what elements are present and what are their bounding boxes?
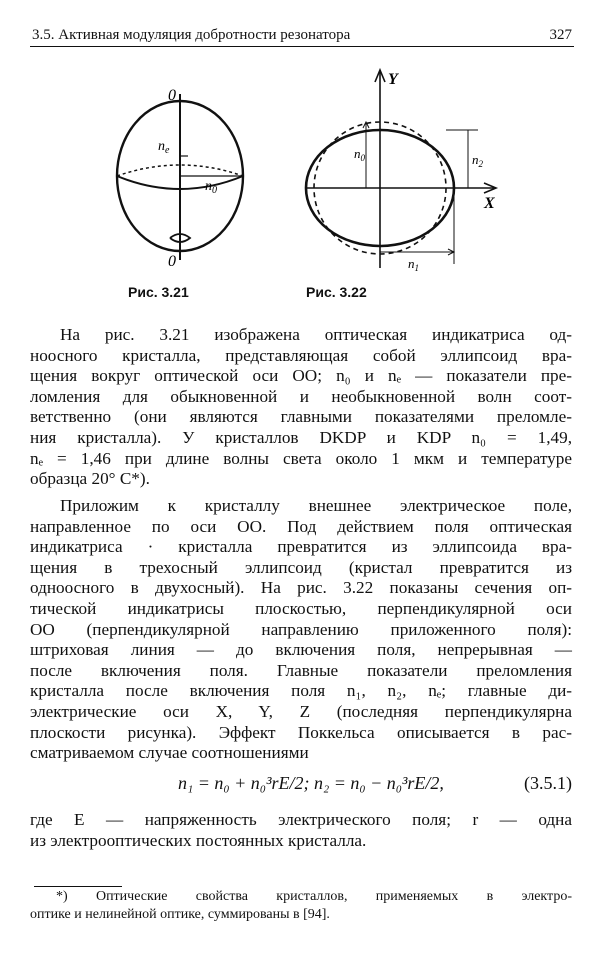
paragraph-2: [30, 496, 572, 764]
y-label: Y: [388, 71, 398, 88]
footnote-line: *) Оптические свойства кристаллов, применяемых в электро-: [56, 889, 572, 904]
header-rule: [30, 46, 574, 47]
text-line: ломления для обыкновенной и необыкновенной волн соот-: [30, 386, 572, 406]
text-line: одноосного в двухосный). На рис. 3.22 показаны сечения оп-: [30, 578, 572, 598]
ne-label: $n_e$: [158, 139, 170, 156]
n2-label: $n_2$: [472, 152, 483, 169]
text-line: тической индикатрисы плоскостью, перпендикулярной оси: [30, 598, 572, 618]
axis-label-bottom: 0: [168, 253, 176, 270]
text-line: ветственно (они являются главными показателями преломле-: [30, 407, 572, 427]
footnote-rule: [34, 886, 122, 887]
text-line: nₑ = 1,46 при длине волны света около 1 мкм и температуре: [30, 448, 572, 468]
equation-number: (3.5.1): [524, 773, 572, 793]
text-line: На рис. 3.21 изображена оптическая индикатриса од-: [60, 325, 572, 344]
page-number: 327: [549, 27, 572, 43]
figure-3-22-caption: Рис. 3.22: [306, 284, 367, 300]
no-label: $n_0$: [205, 179, 217, 196]
equation-3-5-1: [30, 773, 572, 799]
text-line: образца 20° C*).: [30, 469, 150, 489]
text-line: щения в трехосный эллипсоид (кристал превратится из: [30, 557, 572, 577]
paragraph-1: [30, 325, 572, 490]
equation-formula: n₁ = n₀ + n₀³rE/2; n₂ = n₀ − n₀³rE/2,: [178, 773, 444, 793]
footnote: [30, 888, 572, 924]
footnote-line: оптике и нелинейной оптике, суммированы в [94].: [30, 907, 330, 922]
running-header: [32, 18, 572, 44]
figure-3-21-caption: Рис. 3.21: [128, 284, 189, 300]
text-line: Приложим к кристаллу внешнее электрическое поле,: [60, 496, 572, 515]
text-line: OO (перпендикулярной направлению приложенного поля):: [30, 619, 572, 639]
text-line: после включения поля. Главные показатели преломления: [30, 660, 572, 680]
section-title: 3.5. Активная модуляция добротности резонатора: [32, 27, 351, 43]
text-line: где E — напряженность электрического поля; r — одна: [30, 810, 572, 829]
text-line: ноосного кристалла, представляющая собой эллипсоид вра-: [30, 345, 572, 365]
n0-label: $n_0$: [354, 146, 365, 163]
axis-label-top: 0: [168, 87, 176, 104]
paragraph-3: [30, 810, 572, 851]
text-line: штриховая линия — до включения поля, непрерывная —: [30, 640, 572, 660]
text-line: ния кристалла). У кристаллов DKDP и KDP n₀ = 1,49,: [30, 427, 572, 447]
text-line: плоскости рисунка). Эффект Поккельса описывается в рас-: [30, 722, 572, 742]
text-line: из электрооптических постоянных кристалла.: [30, 830, 367, 850]
x-label: X: [484, 195, 495, 212]
text-line: направленное по оси OO. Под действием поля оптическая: [30, 516, 572, 536]
text-line: индикатриса · кристалла превратится из эллипсоида вра-: [30, 537, 572, 557]
text-line: электрические оси X, Y, Z (последняя перпендикулярна: [30, 701, 572, 721]
figure-3-22: [296, 66, 506, 278]
text-line: кристалла после включения поля n₁, n₂, nₑ; главные ди-: [30, 681, 572, 701]
n1-label: $n_1$: [408, 256, 419, 273]
text-line: щения вокруг оптической оси OO; n₀ и nₑ — показатели пре-: [30, 366, 572, 386]
figure-3-21: [100, 78, 280, 278]
text-line: сматриваемом случае соотношениями: [30, 743, 309, 763]
